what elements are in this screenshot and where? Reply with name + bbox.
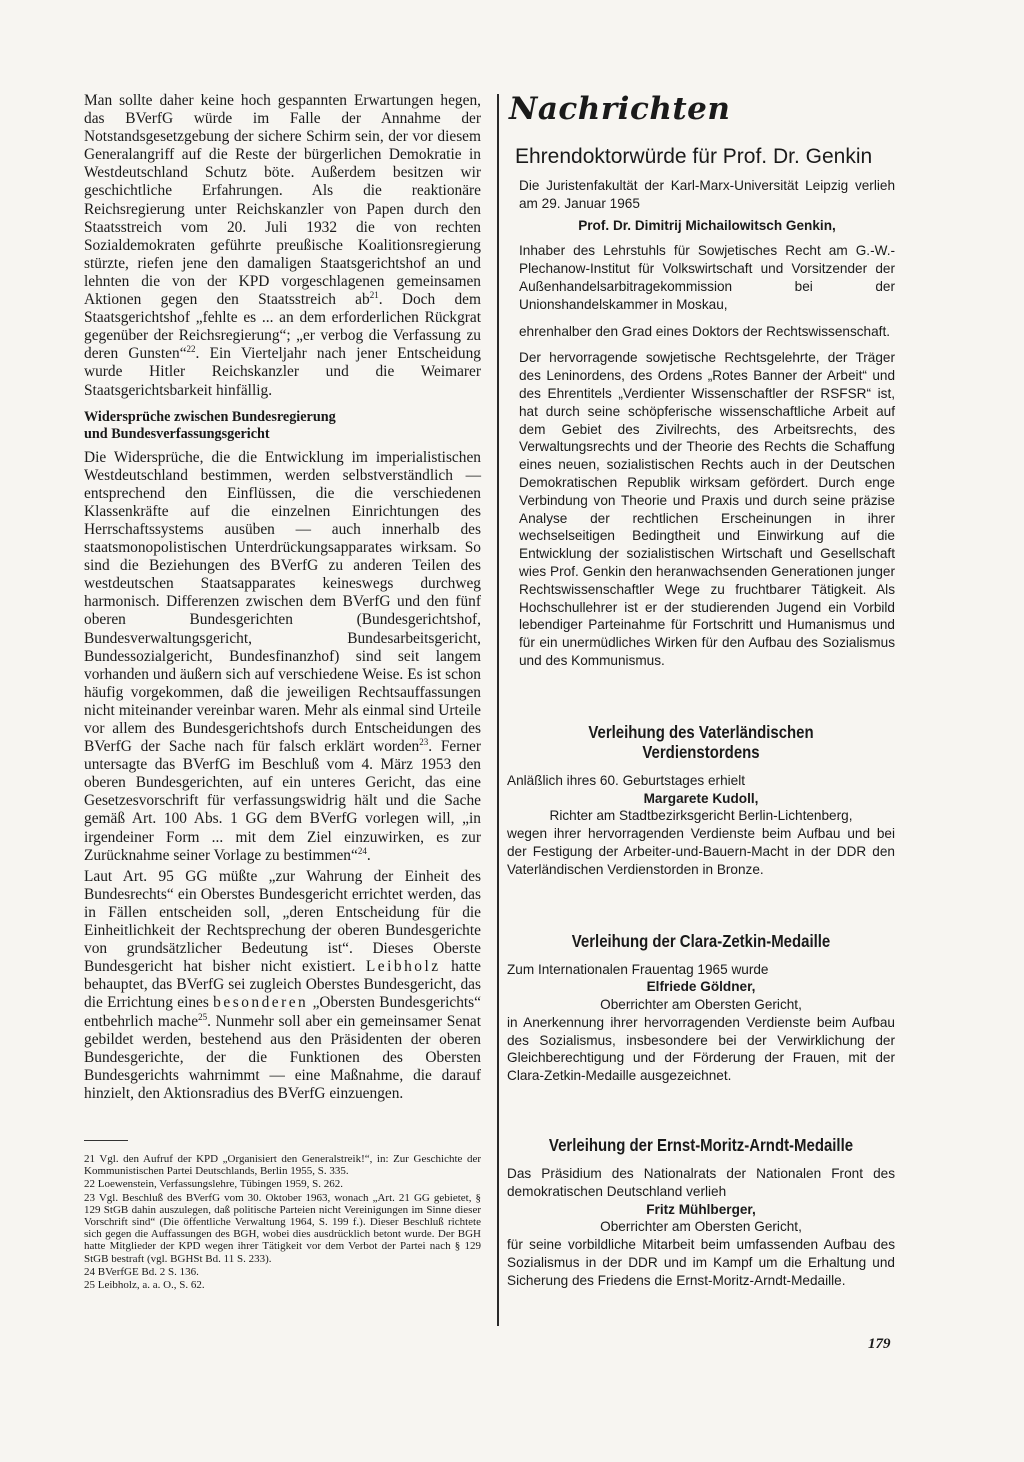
genkin-position: Inhaber des Lehrstuhls für Sowjetisches Recht am G.-W.-Plechanow-Institut für Volkswirtschaft und Vorsitzender der Außenhandelsarbitragekommission bei der Unionshandelskammer in Moskau, (519, 243, 895, 312)
text-run: Die Widersprüche, die die Entwicklung im imperialistischen Westdeutschland bestimmen, werden selbstverständlich — entsprechend den Einflüssen, die die verschiedenen Klassenkräfte auf die einzelnen Einrichtungen des Herrschaftssystems ausüben — auch innerhalb des staatsmonopolistischen Unterdrückungsapparates wirksam. So sind die Beziehungen des BVerfG zu anderen Teilen des westdeutschen Staatsapparates keineswegs durchweg harmonisch. Differenzen zwischen dem BVerfG und den fünf oberen Bundesgerichten (Bundesgerichtshof, Bundesverwaltungsgericht, Bundesarbeitsgericht, Bundessozialgericht, Bundesfinanzhof) sind seit langem vorhanden und äußern sich auf verschiedene Weise. Es ist schon häufig vorgekommen, daß die jeweiligen Rechtsauffassungen nicht miteinander vereinbar waren. Mehr als einmal sind Urteile vor allem des Bundesgerichtshofs durch Entscheidungen des BVerfG der Sache nach für falsch erklärt worden (84, 448, 481, 756)
heading-line-1: Widersprüche zwischen Bundesregierung (84, 408, 336, 425)
section-heading (84, 409, 481, 443)
footnote: 21 Vgl. den Aufruf der KPD „Organisiert den Generalstreik!“, in: Zur Geschichte der Kommunistischen Partei Deutschlands, Berlin 1955, S. 335. (84, 1153, 481, 1178)
genkin-name: Prof. Dr. Dimitrij Michailowitsch Genkin, (578, 217, 836, 233)
text-run: . Nunmehr soll aber ein gemeinsamer Senat gebildet werden, bestehend aus den Präsidenten der oberen Bundesgerichte, der die Funktionen des Obersten Bundesgerichts wahrnimmt — eine Maßnahme, die darauf hinzielt, den Aktionsradius des BVerfG einzuengen. (84, 1012, 481, 1102)
text-run: „Obersten Bundesgerichts“ entbehrlich mache (84, 994, 481, 1030)
genkin-award: ehrenhalber den Grad eines Doktors der Rechtswissenschaft. (519, 323, 891, 339)
zetkin-body: in Anerkennung ihrer hervorragenden Verdienste beim Aufbau des Sozialismus, insbesondere bei der Verwirklichung der Gleichberechtigung und der Förderung der Frauen, mit der Clara-Zetkin-Medaille ausgezeichnet. (507, 1014, 895, 1084)
article-vvo (507, 772, 895, 879)
text-run: Man sollte daher keine hoch gespannten Erwartungen hegen, das BVerfG würde im Falle der Annahme der Notstandsgesetzgebung der sichere Schirm sein, der vor diesem Generalangriff auf die Reste der bürgerlichen Demokratie in Westdeutschland Schutz böte. Außerdem besitzen wir geschichtliche Erfahrungen. Als die reaktionäre Reichsregierung unter Reichskanzler von Papen durch den Staatsstreich vom 20. Juli 1932 die von rechten Sozialdemokraten geführte preußische Koalitionsregierung stürzte, riefen jene den damaligen Staatsgerichtshof an und lehnten die von der KPD vorgeschlagenen gemeinsamen Aktionen gegen den Staatsstreich ab (84, 92, 481, 309)
page-number: 179 (868, 1336, 891, 1352)
article-genkin (507, 177, 895, 670)
vvo-intro: Anläßlich ihres 60. Geburtstages erhielt (507, 772, 746, 788)
heading-vvo: Verleihung des Vaterländischen Verdienstordens (588, 721, 814, 762)
zetkin-position: Oberrichter am Obersten Gericht, (600, 997, 802, 1013)
arndt-name: Fritz Mühlberger, (646, 1201, 756, 1217)
zetkin-intro: Zum Internationalen Frauentag 1965 wurde (507, 961, 769, 977)
footnote: 22 Loewenstein, Verfassungslehre, Tübingen 1959, S. 262. (84, 1178, 343, 1191)
text-run: . Ein Vierteljahr nach jener Entscheidung wurde Hitler Reichskanzler und die Weimarer Staatsgerichtsbarkeit hinfällig. (84, 345, 481, 399)
text-run: Laut Art. 95 GG müßte „zur Wahrung der Einheit des Bundesrechts“ ein Oberstes Bundesgericht errichtet werden, das in Fällen entscheiden soll, „deren Entscheidung für die Einheitlichkeit der Rechtsprechung der oberen Bundesgerichte von grundsätzlicher Bedeutung ist“. Dieses Oberste Bundesgericht hat bisher nicht existiert. (84, 867, 481, 976)
spaced-name-leibholz: Leibholz (365, 958, 441, 976)
genkin-intro: Die Juristenfakultät der Karl-Marx-Universität Leipzig verlieh am 29. Januar 1965 (519, 178, 895, 211)
text-run: . Doch dem Staatsgerichtshof „fehlte es ... an dem erforderlichen Rückgrat gegenüber der Reichsregierung“; „er verbog die Verfassung zu deren Gunsten“ (84, 291, 481, 363)
right-column (507, 92, 895, 1290)
vvo-position: Richter am Stadtbezirksgericht Berlin-Lichtenberg, (549, 808, 853, 824)
heading-line-2: und Bundesverfassungsgericht (84, 425, 270, 442)
arndt-position: Oberrichter am Obersten Gericht, (600, 1219, 802, 1235)
arndt-body: für seine vorbildliche Mitarbeit beim umfassenden Aufbau des Sozialismus in der DDR und im Kampf um die Erhaltung und Sicherung des Friedens die Ernst-Moritz-Arndt-Medaille. (507, 1237, 895, 1288)
footnote-rule (84, 1140, 128, 1141)
arndt-intro: Das Präsidium des Nationalrats der Nationalen Front des demokratischen Deutschland verlieh (507, 1166, 895, 1199)
footnote-ref-24: 24 (357, 845, 367, 856)
vvo-name: Margarete Kudoll, (643, 790, 759, 806)
footnotes (84, 1153, 481, 1292)
footnote-ref-21: 21 (369, 290, 379, 301)
footnote-ref-23: 23 (419, 737, 429, 748)
text-run: . (366, 846, 371, 864)
footnote-ref-25: 25 (198, 1011, 208, 1022)
left-column (84, 92, 481, 1103)
column-divider (497, 94, 499, 1326)
text-run: . Ferner untersagte das BVerfG im Beschluß vom 4. März 1953 den oberen Bundesgerichten, auf ein unteres Gericht, das eine Gesetzesvorschrift für verfassungswidrig hält und die Sache gemäß Art. 100 Abs. 1 GG dem BVerfG vorlegen will, „in irgendeiner Form ... mit dem Ziel einzuwirken, es zur Zurücknahme seiner Vorlage zu bestimmen“ (84, 738, 481, 864)
heading-arndt: Verleihung der Ernst-Moritz-Arndt-Medaille (548, 1135, 854, 1156)
heading-genkin: Ehrendoktorwürde für Prof. Dr. Genkin (515, 145, 873, 168)
article-zetkin (507, 961, 895, 1086)
footnote: 23 Vgl. Beschluß des BVerfG vom 30. Oktober 1963, wonach „Art. 21 GG gebietet, § 129 StGB dahin auszulegen, daß politische Parteien nicht Vereinigungen im Sinne dieser Vorschrift sind“ (Die öffentliche Verwaltung 1964, S. 199 f.). Dieser Beschluß richtete sich gegen die Auffassungen des BGH, wobei dies ausdrücklich betont wurde. Der BGH hatte Mitglieder der KPD wegen ihrer Tätigkeit vor dem Verbot der Partei nach § 129 StGB bestraft (vgl. BGHSt Bd. 11 S. 233). (84, 1191, 481, 1265)
section-title-nachrichten: Nachrichten (509, 91, 731, 127)
spaced-word-besonderen: besonderen (213, 994, 309, 1012)
paragraph-supreme-court (84, 868, 481, 1103)
footnote: 25 Leibholz, a. a. O., S. 62. (84, 1279, 205, 1292)
paragraph-contradictions (84, 449, 481, 865)
paragraph-intro (84, 92, 481, 400)
heading-zetkin: Verleihung der Clara-Zetkin-Medaille (571, 930, 831, 951)
footnote: 24 BVerfGE Bd. 2 S. 136. (84, 1265, 199, 1278)
genkin-body: Der hervorragende sowjetische Rechtsgelehrte, der Träger des Leninordens, des Ordens „Rotes Banner der Arbeit“ und des Ehrentitels „Verdienter Wissenschaftler der RSFSR“ ist, hat durch seine schöpferische wissenschaftliche Arbeit auf dem Gebiet des Zivilrechts, des Arbeitsrechts, des Verwaltungsrechts und der Theorie des Rechts die Schaffung eines neuen, sozialistischen Rechts auch in der Deutschen Demokratischen Republik wirksam gefördert. Durch enge Verbindung von Theorie und Praxis und durch seine präzise Analyse der rechtlichen Erscheinungen in ihrer wechselseitigen Bedingtheit und Einwirkung auf die Entwicklung der sozialistischen Wirtschaft und Gesellschaft wies Prof. Genkin den heranwachsenden Generationen junger Rechtswissenschaftler Wege zu fruchtbarer Tätigkeit. Als Hochschullehrer ist er der studierenden Jugend ein Vorbild lebendiger Parteinahme für Fortschritt und Humanismus und für ein unermüdliches Wirken für den Aufbau des Sozialismus und des Kommunismus. (519, 350, 895, 668)
article-arndt (507, 1165, 895, 1290)
footnote-ref-22: 22 (186, 344, 196, 355)
text-run: hatte behauptet, das BVerfG sei zugleich Oberstes Bundesgericht, das die Errichtung eines (84, 958, 481, 1012)
vvo-body: wegen ihrer hervorragenden Verdienste beim Aufbau und bei der Festigung der Arbeiter-und-Bauern-Macht in der DDR den Vaterländischen Verdienstorden in Bronze. (507, 826, 895, 877)
zetkin-name: Elfriede Göldner, (646, 979, 756, 995)
